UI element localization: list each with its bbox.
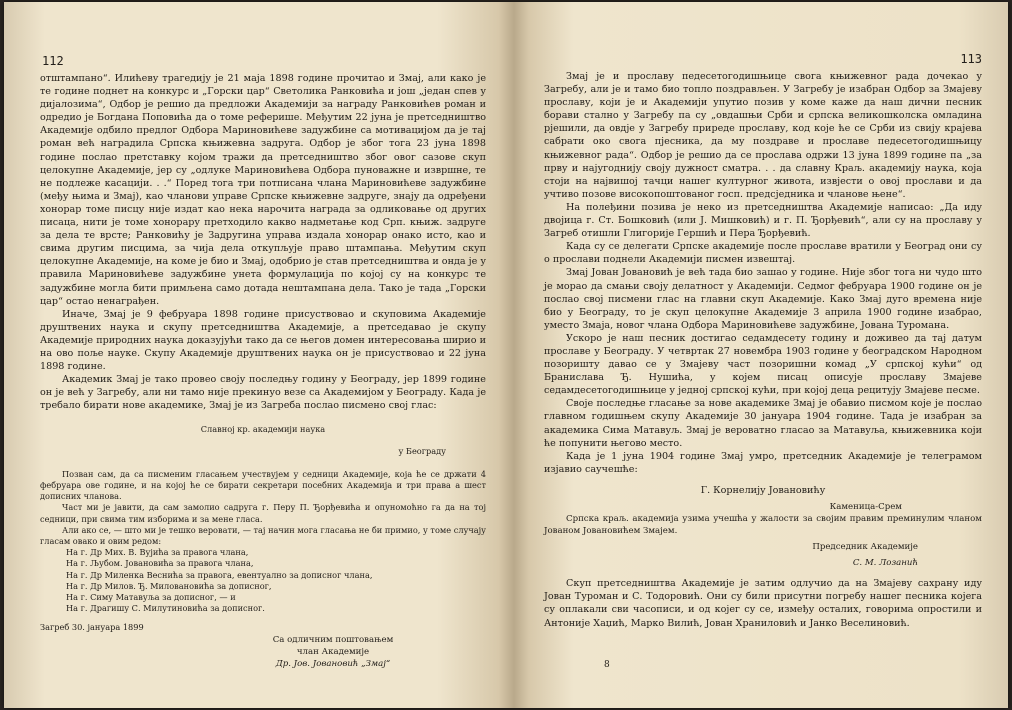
paragraph: На полеђини позива је неко из претседништва Академије написао: „Да иду двојица г. Ст. Бошковић (или Ј. Мишковић) и г. П. Ђорђевић“, али су на прославу у Загреб отишли Глигорије Гершић и Пера Ђорђевић. <box>544 201 982 240</box>
vote-item: На г. Симу Матавуља за дописног, — и <box>66 592 236 603</box>
left-page <box>4 2 514 708</box>
paragraph: Иначе, Змај је 9 фебруара 1898 године присуствовао и скуповима Академије друштвених наука и скупу претседништва Академије, а претседавао је скупу Академије природних наука доказујући тако да се његов домен интересовања ширио и на ово поље науке. Скупу Академије друштвених наука он је присуствовао и 22 јуна 1898 године. <box>40 308 486 373</box>
telegram-place: Каменица-Срем <box>829 502 902 512</box>
vote-list <box>40 547 486 614</box>
letter-paragraph: Част ми је јавити, да сам замолио садруга г. Перу П. Ђорђевића и опуномоћно га да на тој седници, при свима тим изборима и за мене гласа. <box>40 502 486 524</box>
zmaj-letter <box>40 424 486 669</box>
paragraph: Када је 1 јуна 1904 године Змај умро, претседник Академије је телеграмом изјавио саучешће: <box>544 450 982 475</box>
letter-signature: Др. Јов. Јовановић „Змај“ <box>275 658 391 669</box>
paragraph: Змај је и прославу педесетогодишњице свога књижевног рада дочекао у Загребу, али је и тамо био топло поздрављен. У Загребу је изабран Одбор за Змајеву прославу, који је и Академији упутио позив у коме каже да наш дични песник борави стално у Загребу па су „овдашњи Срби и српска великошколска омладина рјешили, да овдје у Загребу приреде прославу, код које ће се Срби из свију крајева сабрати око свога пјесника, да му поздраве и прославе педесетогодишњицу књижевног рада“. Одбор је решио да се прослава одржи 13 јуна 1899 године па „за прву и најугоднију своју дужност сматра. . . да славну Краљ. академију наука, која стоји на највишој тачци нашег културног живота, извјести о овој прослави и да учтиво позове високопоштованог госп. предсједника и чланове њене“. <box>544 71 982 200</box>
paragraph: отштампано“. Илићеву трагедију је 21 маја 1898 године прочитао и Змај, али како је те године поднет на конкурс и „Горски цар“ Светолика Ранковића и још „један спев у дијалозима“, Одбор је решио да предложи Академији за награду Ранковићев роман и одредио је Богдана Поповића да о томе реферише. Међутим 22 јуна је претседништво Академије одбило предлог Одбора Мариновићеве задужбине са мотивацијом да је тај роман већ наградила Српска књижевна задруга. Одбор је због тога 23 јуна 1898 године послао претставку којом тражи да претседништво због овог сазове скуп целокупне Академије, јер су „одлуке Мариновићева Одбора пуноважне и извршне, те не подлеже касацији. . .“ Поред тога три потписана члана Мариновићеве задужбине (међу њима и Змај), као чланови управе Српске књижевне задруге, знају да одређени хонорар томе писцу није издат као нека нарочита награда за одликовање од других писаца, нити је томе хонорару претходило какво надметање код Срп. књиж. задруге за дела те врсте; Ранковићу је Задругина управа издала хонорар онако исто, као и свима другим писцима, за чија дела откупљује право штампања. Међутим скуп целокупне Академије, на коме је био и Змај, одобрио је став претседништва и онда је у правила Мариновићеве задужбине унета формулација по којој су на конкурс те задужбине могла бити примљена само дотада нештампана дела. Тако је тада „Горски цар“ остао ненаграђен. <box>40 73 486 307</box>
vote-item: На г. Др Мих. В. Вујића за правога члана, <box>66 547 249 558</box>
telegram-body: Српска краљ. академија узима учешћа у жалости за својим правим преминулим чланом Јованом Јовановићем Змајем. <box>544 514 982 536</box>
vote-item: На г. Драгишу С. Милутиновића за дописног. <box>66 603 265 614</box>
paragraph: Академик Змај је тако провео своју последњу годину у Београду, јер 1899 године он је већ у Загребу, али ни тамо није прекинуо везе са Академијом у Београду. Када је требало бирати нове академике, Змај је из Загреба послао писмено свој глас: <box>40 374 486 412</box>
telegram-addressee: Г. Корнелију Јовановићу <box>700 484 826 496</box>
letter-addressee: Славној кр. академији наука <box>200 424 326 435</box>
telegram <box>544 484 982 569</box>
telegram-signer-name: С. М. Лозанић <box>852 558 918 569</box>
paragraph: Када су се делегати Српске академије после прославе вратили у Београд они су о прослави поднели Академији писмен извештај. <box>544 241 982 266</box>
letter-date: Загреб 30. јануара 1899 <box>40 622 144 633</box>
book-spread <box>4 2 1008 708</box>
letter-city: у Београду <box>398 445 446 456</box>
telegram-signer-title: Председник Академије <box>812 542 918 553</box>
signature-mark: 8 <box>604 660 610 670</box>
paragraph: Скуп претседништва Академије је затим одлучио да на Змајеву сахрану иду Јован Туроман и С. Тодоровић. Они су били присутни погребу нашег песника којега су оплакали сви часописи, и од којег су се, између осталих, говорима опростили и Антоније Хаџић, Марко Вилић, Јован Храниловић и Јанко Веселиновић. <box>544 578 982 629</box>
right-page <box>514 2 1008 708</box>
vote-item: На г. Др Миленка Веснића за правога, евентуално за дописног члана, <box>66 569 373 580</box>
letter-paragraph: Али ако се, — што ми је тешко веровати, — тај начин мога гласања не би примио, у томе случају гласам овако и овим редом: <box>40 524 486 547</box>
letter-paragraph: Позван сам, да са писменим гласањем учествујем у седници Академије, која ће се држати 4 фебруара ове године, и на којој ће се бирати секретари посебних Академија и три права а шест дописних чланова. <box>40 468 486 502</box>
vote-item: На г. Љубом. Јовановића за правога члана, <box>66 558 254 569</box>
page-number: 113 <box>960 52 982 66</box>
letter-closing-role: члан Академије <box>296 646 370 657</box>
letter-closing: Са одличним поштовањем <box>272 634 394 645</box>
vote-item: На г. Др Милов. Ђ. Миловановића за дописног, <box>66 580 272 591</box>
paragraph: Своје последње гласање за нове академике Змај је обавио писмом које је послао главном годишњем скупу Академије 30 јануара 1904 године. Тада је изабран за академика Сима Матавуљ. Змај је вероватно гласао за Матавуља, књижевника који ће попунити његово место. <box>544 398 982 449</box>
page-number: 112 <box>42 54 64 68</box>
paragraph: Змај Јован Јовановић је већ тада био зашао у године. Није због тога ни чудо што је морао да смањи своју делатност у Академији. Седмог фебруара 1900 године он је послао свој писмени глас на главни скуп Академије. Како Змај дуго времена није био у Београду, то је скуп целокупне Академије 3 априла 1900 године изабрао, уместо Змаја, новог члана Одбора Мариновићеве задужбине, Јована Туромана. <box>544 267 982 331</box>
paragraph: Ускоро је наш песник достигао седамдесету годину и доживео да тај датум прославе у Београду. У четвртак 27 новембра 1903 године у београдском Народном позоришту давао се у Змајеву част позоришни комад „У српској кући“ од Бранислава Ђ. Нушића, у којем писац описује прославу Змајеве седамдесетогодишњице у једној српској кући, при којој деца рецитују Змајеве песме. <box>544 332 982 397</box>
